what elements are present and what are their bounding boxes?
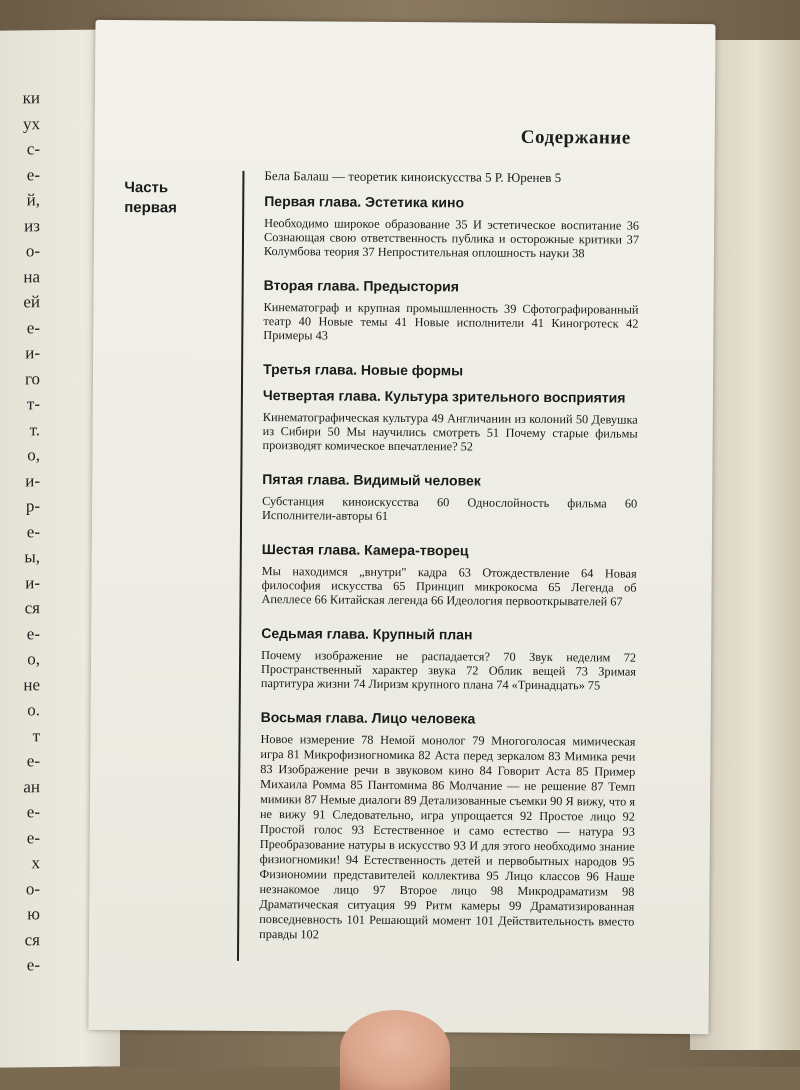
left-page-fragment: т- xyxy=(26,394,40,414)
chapter-title: Восьмая глава. Лицо человека xyxy=(260,709,476,727)
left-page-fragment: о. xyxy=(27,700,40,720)
part-label: Часть первая xyxy=(124,179,177,217)
chapter-title: Третья глава. Новые формы xyxy=(263,361,464,379)
left-page-fragment: о, xyxy=(27,649,40,669)
chapter-sections: Новое измерение 78 Немой монолог 79 Многоголосая мимическая игра 81 Микрофизиогномика 82 Аста перед зеркалом 83 Мимика речи 83 Изображение речи в звуковом кино 84 Говорит Аста 85 Пример Михаила Ромма 85 Пантомима 86 Молчание — не решение 87 Темп мимики 87 Немые диалоги 89 Детализованные съемки 90 Я вижу, что я не вижу 91 Следовательно, игра упрощается 92 Простое лицо 92 Простой голос 93 Естественное и само естество — натура 93 Преобразование натуры в искусство 93 И для этого необходимо знание физиогномики! 94 Естественность детей и первобытных народов 95 Физиономии представителей коллектива 95 Лицо классов 96 Наше незнакомое лицо 97 Второе лицо 98 Микродраматизм 98 Драматическая ситуация 99 Ритм камеры 99 Драматизированная повседневность 101 Решающий момент 101 Действительность вместо правды 102 xyxy=(259,732,636,942)
left-page-fragment: т xyxy=(32,725,40,745)
left-page-fragment: ух xyxy=(23,113,40,133)
left-page-fragment: х xyxy=(31,853,40,873)
chapter-sections: Мы находимся „внутри" кадра 63 Отождествление 64 Новая философия искусства 65 Принцип микрокосма 65 Легенда об Апеллесе 66 Китайская легенда 66 Идеология первооткрывателей 67 xyxy=(261,564,637,609)
left-page-fragment: е- xyxy=(26,751,40,771)
left-page-fragment: на xyxy=(23,266,40,286)
left-page-fragment: ки xyxy=(22,88,40,108)
chapter-4 xyxy=(263,386,638,455)
chapter-title: Пятая глава. Видимый человек xyxy=(262,471,481,489)
left-page-fragment: ан xyxy=(23,776,40,796)
left-page-fragment: из xyxy=(24,215,40,235)
left-page-fragment: и- xyxy=(25,343,40,363)
left-page-fragment: о- xyxy=(25,241,40,261)
chapter-sections: Кинематограф и крупная промышленность 39 Сфотографированный театр 40 Новые темы 41 Новые исполнители 41 Киногротеск 42 Примеры 43 xyxy=(263,300,639,343)
left-page-fragment: и- xyxy=(25,470,40,490)
left-page-fragment: ся xyxy=(24,929,40,949)
left-page-fragment: и- xyxy=(25,572,40,592)
vertical-rule xyxy=(237,171,245,961)
left-page-fragment: е- xyxy=(26,802,40,822)
chapter-6 xyxy=(261,540,636,609)
chapter-7 xyxy=(261,624,636,693)
chapter-sections: Кинематографическая культура 49 Англичанин из колоний 50 Девушка из Сибири 50 Мы научились смотреть 51 Почему старые фильмы производят комическое впечатление? 52 xyxy=(262,410,638,454)
chapter-title: Четвертая глава. Культура зрительного восприятия xyxy=(262,387,626,406)
left-page-fragment: е- xyxy=(26,164,40,184)
left-page-fragment: о, xyxy=(27,445,40,465)
table-of-contents xyxy=(259,167,640,963)
page-title: Содержание xyxy=(520,126,631,149)
contents-page xyxy=(88,20,715,1034)
left-page-fragment: е- xyxy=(26,623,40,643)
chapter-sections: Почему изображение не распадается? 70 Звук неделим 72 Пространственный характер звука 72 Облик вещей 73 Зримая партитура жизни 74 Лиризм крупного плана 74 «Тринадцать» 75 xyxy=(260,648,637,693)
left-page-fragment: не xyxy=(23,674,40,694)
left-page-fragment: о- xyxy=(25,878,40,898)
chapter-sections: Субстанция киноискусства 60 Однослойность фильма 60 Исполнители-авторы 61 xyxy=(262,494,638,523)
chapter-title: Вторая глава. Предыстория xyxy=(263,277,460,295)
chapter-5 xyxy=(262,470,637,525)
chapter-8 xyxy=(259,708,636,945)
chapter-title: Седьмая глава. Крупный план xyxy=(261,625,473,643)
left-page-fragment: й, xyxy=(26,190,40,210)
left-page-fragment: е- xyxy=(26,827,40,847)
chapter-title: Первая глава. Эстетика кино xyxy=(264,193,465,211)
chapter-2 xyxy=(263,276,638,345)
chapter-title: Шестая глава. Камера-творец xyxy=(261,541,469,559)
chapter-sections: Необходимо широкое образование 35 И эстетическое воспитание 36 Сознающая свою ответственность публика и осторожные критики 37 Колумбова теория 37 Непростительная оплошность науки 38 xyxy=(263,216,640,261)
left-page-fragment: с- xyxy=(26,139,40,159)
left-page-fragment: ы, xyxy=(24,547,40,567)
left-page-fragment: е- xyxy=(26,955,40,975)
left-page-fragment: ей xyxy=(23,292,40,312)
chapter-1 xyxy=(264,192,639,261)
left-page-fragment: р- xyxy=(25,496,40,516)
thumb xyxy=(340,1010,450,1090)
left-page-fragment: т. xyxy=(29,419,40,439)
chapter-3 xyxy=(263,360,638,381)
left-page-fragment: ся xyxy=(24,598,40,618)
left-page-fragment: е- xyxy=(26,317,40,337)
intro-line: Бела Балаш — теоретик киноискусства 5 Р. Юренев 5 xyxy=(264,168,562,186)
left-page-fragment: е- xyxy=(26,521,40,541)
left-page-fragment: ю xyxy=(27,904,40,924)
left-page-fragment: го xyxy=(24,368,40,388)
